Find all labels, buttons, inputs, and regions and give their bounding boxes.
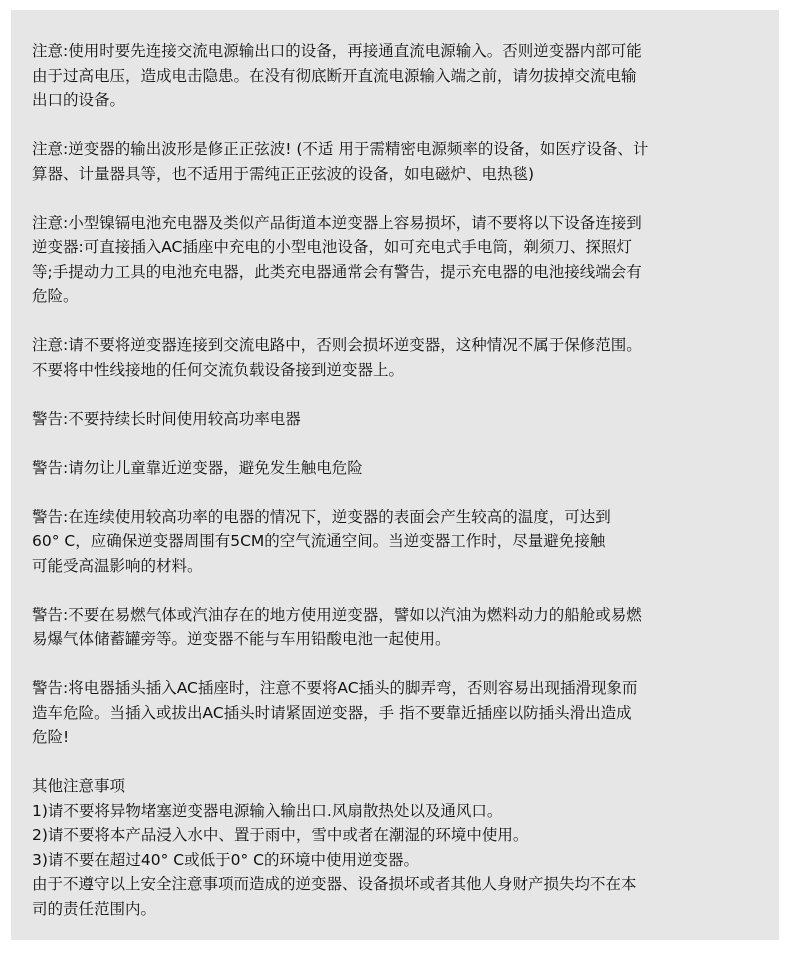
notice-ac-output-first xyxy=(32,39,765,113)
text-line: 易爆气体储蓄罐旁等。逆变器不能与车用铅酸电池一起使用。 xyxy=(32,630,451,648)
text-line: 注意:请不要将逆变器连接到交流电路中，否则会损坏逆变器，这种情况不属于保修范围。 xyxy=(32,336,642,354)
notice-nicd-chargers xyxy=(32,211,765,309)
list-item: 1)请不要将异物堵塞逆变器电源输入输出口.风扇散热处以及通风口。 xyxy=(32,801,503,820)
list-item: 2)请不要将本产品浸入水中、置于雨中，雪中或者在潮湿的环境中使用。 xyxy=(32,826,529,844)
notice-ac-circuit xyxy=(32,333,765,382)
warning-ac-plug xyxy=(32,676,765,750)
section-heading: 其他注意事项 xyxy=(32,777,126,795)
safety-notice-panel xyxy=(11,10,779,940)
text-line: 逆变器:可直接插入AC插座中充电的小型电池设备，如可充电式手电筒，剃须刀、探照灯 xyxy=(32,238,632,256)
text-line: 可能受高温影响的材料。 xyxy=(32,556,203,575)
warning-high-power xyxy=(32,407,765,432)
warning-children xyxy=(32,456,765,481)
other-notes xyxy=(32,774,765,921)
text-line: 60° C，应确保逆变器周围有5CM的空气流通空间。当逆变器工作时，尽量避免接触 xyxy=(32,532,606,550)
text-line: 注意:小型镍镉电池充电器及类似产品街道本逆变器上容易损坏，请不要将以下设备连接到 xyxy=(32,213,642,232)
text-line: 注意:使用时要先连接交流电源输出口的设备，再接通直流电源输入。否则逆变器内部可能 xyxy=(32,42,642,60)
text-line: 警告:在连续使用较高功率的电器的情况下，逆变器的表面会产生较高的温度，可达到 xyxy=(32,507,611,526)
text-line: 警告:不要持续长时间使用较高功率电器 xyxy=(32,409,301,428)
notice-modified-sine-wave xyxy=(32,137,765,186)
text-line: 警告:不要在易燃气体或汽油存在的地方使用逆变器，譬如以汽油为燃料动力的船舱或易燃 xyxy=(32,605,642,624)
text-line: 造车危险。当插入或拔出AC插头时请紧固逆变器，手 指不要靠近插座以防插头滑出造成 xyxy=(32,703,632,722)
warning-high-temperature xyxy=(32,505,765,579)
text-line: 警告:请勿让儿童靠近逆变器，避免发生触电危险 xyxy=(32,458,363,477)
list-item: 3)请不要在超过40° C或低于0° C的环境中使用逆变器。 xyxy=(32,850,419,869)
text-line: 等;手提动力工具的电池充电器，此类充电器通常会有警告，提示充电器的电池接线端会有 xyxy=(32,262,642,281)
text-line: 出口的设备。 xyxy=(32,91,126,109)
text-line: 由于不遵守以上安全注意事项而造成的逆变器、设备损坏或者其他人身财产损失均不在本 xyxy=(32,875,637,893)
text-line: 危险! xyxy=(32,728,70,746)
text-line: 警告:将电器插头插入AC插座时，注意不要将AC插头的脚弄弯，否则容易出现插滑现象而 xyxy=(32,679,638,697)
text-line: 不要将中性线接地的任何交流负载设备接到逆变器上。 xyxy=(32,360,405,379)
warning-flammable-gas xyxy=(32,603,765,652)
text-line: 危险。 xyxy=(32,287,79,305)
text-line: 司的责任范围内。 xyxy=(32,899,157,918)
text-line: 由于过高电压，造成电击隐患。在没有彻底断开直流电源输入端之前，请勿拔掉交流电输 xyxy=(32,66,637,85)
text-line: 注意:逆变器的输出波形是修正正弦波! (不适 用于需精密电源频率的设备，如医疗设备、计 xyxy=(32,140,649,158)
text-line: 算器、计量器具等，也不适用于需纯正正弦波的设备，如电磁炉、电热毯) xyxy=(32,164,535,183)
